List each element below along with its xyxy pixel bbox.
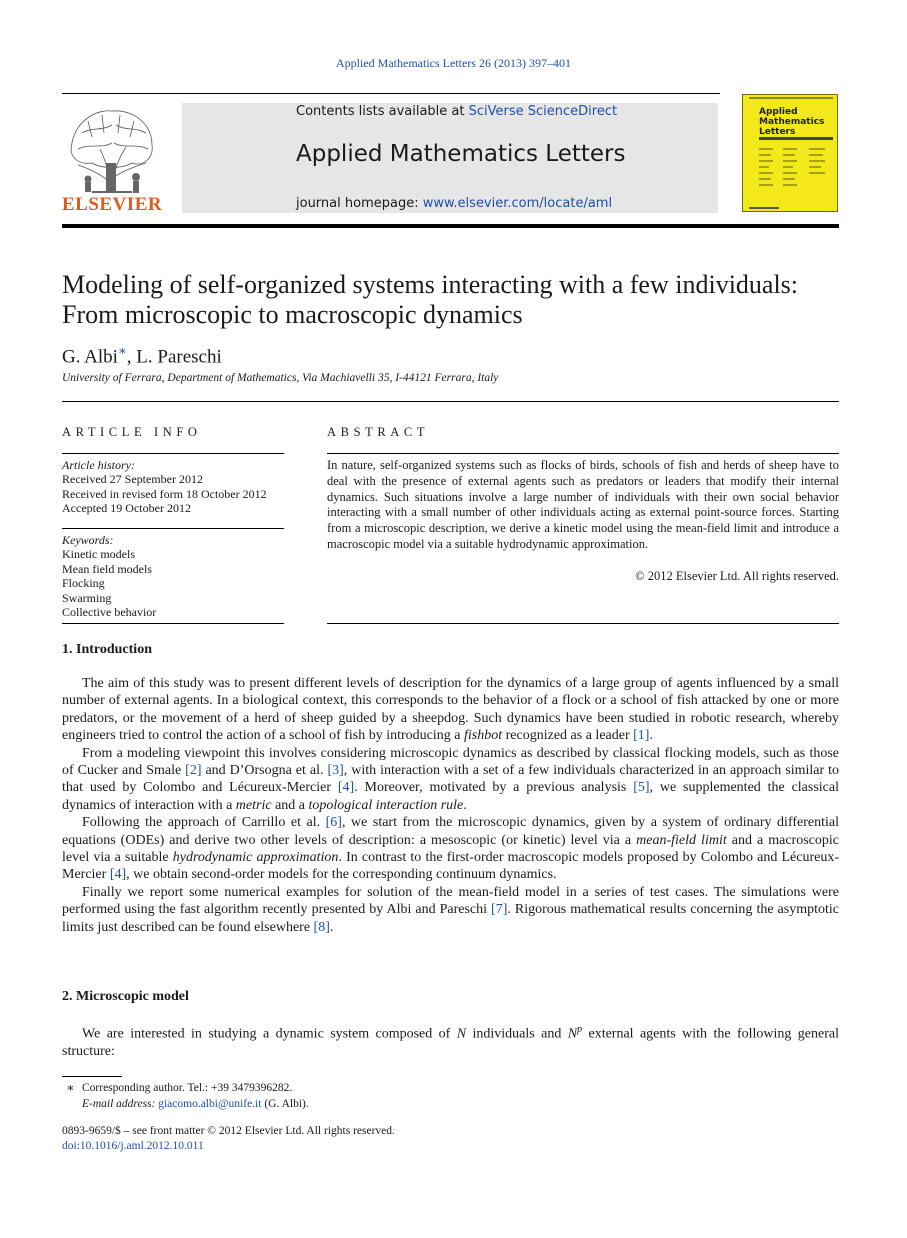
citation-link[interactable]: [2] xyxy=(185,763,202,779)
text-run: , with interaction with a set of a few individuals characterized in an approach similar to that used by Colombo and Lécureux-Mercier xyxy=(62,763,839,796)
abstract-rule-top xyxy=(327,453,839,454)
footnote-divider xyxy=(62,1076,122,1077)
history-revised: Received in revised form 18 October 2012 xyxy=(62,486,267,501)
text-run: . xyxy=(329,919,334,935)
cover-publisher-mark xyxy=(749,207,779,209)
math-n: N xyxy=(456,1026,467,1042)
text-run: We are interested in studying a dynamic system composed of xyxy=(82,1026,457,1042)
email-suffix: (G. Albi). xyxy=(261,1098,309,1110)
text-run: Following the approach of Carrillo et al. xyxy=(82,815,326,831)
introduction-body xyxy=(62,675,839,936)
text-run: , we start from the microscopic dynamics, given by a system of ordinary differential equations (ODEs) and derive two other levels of description: a mesoscopic (or kinetic) level via a xyxy=(62,815,839,848)
text-run: and D’Orsogna et al. xyxy=(201,763,328,779)
citation-link[interactable]: [1] xyxy=(633,728,650,744)
title-divider xyxy=(62,401,839,402)
history-label: Article history: xyxy=(62,458,135,472)
text-run: . xyxy=(463,797,467,813)
article-info-heading: ARTICLE INFO xyxy=(62,425,202,439)
keyword-item: Kinetic models xyxy=(62,547,135,562)
cover-contents-lines xyxy=(759,145,835,205)
affiliation: University of Ferrara, Department of Mathematics, Via Machiavelli 35, I-44121 Ferrara, Italy xyxy=(62,372,499,384)
journal-title: Applied Mathematics Letters xyxy=(296,141,626,167)
text-run: individuals and xyxy=(466,1026,568,1042)
author-separator: , xyxy=(126,346,137,368)
math-superscript-p: p xyxy=(577,1024,583,1035)
emphasis: metric xyxy=(235,797,272,813)
history-received: Received 27 September 2012 xyxy=(62,472,203,487)
keywords xyxy=(62,533,284,619)
article-history xyxy=(62,458,284,516)
article-info-rule-top xyxy=(62,453,284,454)
article-info-rule-bottom xyxy=(62,623,284,624)
section-2-heading: 2. Microscopic model xyxy=(62,989,189,1004)
text-run: , we obtain second-order models for the corresponding continuum dynamics. xyxy=(126,867,557,883)
text-run: and a macroscopic level via a suitable xyxy=(62,832,839,866)
publisher-wordmark: ELSEVIER xyxy=(62,194,163,215)
emphasis: topological interaction rule xyxy=(308,797,464,813)
text-run: . In contrast to the first-order macroscopic models proposed by Colombo and Lécureux-Mercier xyxy=(62,850,840,883)
top-divider xyxy=(62,93,720,94)
citation-link[interactable]: [3] xyxy=(327,763,344,779)
footnote-mark: ∗ xyxy=(66,1080,75,1095)
cover-title: Applied Mathematics Letters xyxy=(759,107,825,137)
abstract-heading: ABSTRACT xyxy=(327,425,430,439)
microscopic-model-body xyxy=(62,1021,839,1060)
citation-link[interactable]: [7] xyxy=(491,902,508,918)
paper-title xyxy=(62,270,842,330)
authors xyxy=(62,343,222,368)
homepage-line xyxy=(296,196,612,211)
text-run: The aim of this study was to present different levels of description for the dynamics of a large group of agents influenced by a small number of external agents. In a biological context, this corresponds to the behavior of a flock or a school of fish attacked by one or more predators, or the movement of a herd of sheep guided by a sheepdog. Such dynamics have been studied in robotic research, whereby engineers tried to control the action of a school of fish by introducing a xyxy=(62,676,839,744)
keyword-item: Swarming xyxy=(62,590,112,605)
issn-line: 0893-9659/$ – see front matter © 2012 Elsevier Ltd. All rights reserved. xyxy=(62,1125,395,1137)
text-run: Finally we report some numerical examples for solution of the mean-field model in a series of test cases. The simulations were performed using the fast algorithm recently presented by Albi and Pareschi xyxy=(62,884,839,918)
contents-prefix: Contents lists available at xyxy=(296,104,469,119)
citation-link[interactable]: [8] xyxy=(313,919,330,935)
math-np: N xyxy=(567,1026,578,1042)
abstract-copyright: © 2012 Elsevier Ltd. All rights reserved. xyxy=(635,569,839,583)
doi-link[interactable]: doi:10.1016/j.aml.2012.10.011 xyxy=(62,1140,204,1152)
corresponding-mark[interactable]: ∗ xyxy=(117,343,127,358)
text-run: recognized as a leader xyxy=(502,728,634,744)
citation-link[interactable]: [6] xyxy=(325,815,342,831)
journal-citation[interactable]: Applied Mathematics Letters 26 (2013) 397–401 xyxy=(336,56,571,70)
email-link[interactable]: giacomo.albi@unife.it xyxy=(158,1098,262,1110)
intro-paragraph-1 xyxy=(62,675,839,745)
author-pareschi: L. Pareschi xyxy=(136,346,222,368)
text-run: and a xyxy=(271,797,309,813)
citation-link[interactable]: [4] xyxy=(109,867,127,883)
keywords-label: Keywords: xyxy=(62,533,114,547)
intro-paragraph-3 xyxy=(62,814,839,884)
cover-band xyxy=(759,137,833,140)
header-thick-divider xyxy=(62,224,839,228)
emphasis: mean-field limit xyxy=(636,832,727,848)
abstract-text: In nature, self-organized systems such as flocks of birds, schools of fish and herds of sheep have to deal with the presence of external agents such as predators or leaders that modify their internal dynamics. Such situations involve a large number of individuals with their own social behavior interacting with a small number of other individuals acting as external point-source forces. Starting from a microscopic description, we derive a kinetic model using the mean-field limit and introduce a macroscopic model via a suitable hydrodynamic approximation. xyxy=(327,458,839,551)
intro-paragraph-4 xyxy=(62,884,839,936)
keyword-item: Flocking xyxy=(62,576,105,591)
sciencedirect-link[interactable]: SciVerse ScienceDirect xyxy=(468,104,618,119)
author-albi: G. Albi xyxy=(62,346,118,368)
email-label: E-mail address: xyxy=(82,1098,159,1110)
abstract-rule-bottom xyxy=(327,623,839,624)
email-note xyxy=(82,1098,309,1110)
keyword-item: Mean field models xyxy=(62,561,152,576)
text-run: , we supplemented the classical dynamics of interaction with a xyxy=(62,780,839,813)
text-run: . xyxy=(649,728,653,744)
section-1-heading: 1. Introduction xyxy=(62,642,152,657)
section-2-paragraph-1 xyxy=(62,1021,839,1060)
text-run: . Moreover, motivated by a previous analysis xyxy=(354,780,634,796)
citation-link[interactable]: [4] xyxy=(337,780,355,796)
emphasis: hydrodynamic approximation xyxy=(172,850,339,866)
title-line-1: Modeling of self-organized systems interacting with a few individuals: xyxy=(62,270,799,299)
text-run: external agents with the following general structure: xyxy=(62,1026,839,1060)
homepage-prefix: journal homepage: xyxy=(296,196,423,211)
text-run: . Rigorous mathematical results concerning the asymptotic limits just described can be found elsewhere xyxy=(62,902,839,935)
history-accepted: Accepted 19 October 2012 xyxy=(62,501,191,516)
citation-link[interactable]: [5] xyxy=(633,780,650,796)
text-run: From a modeling viewpoint this involves considering microscopic dynamics as described by classical flocking models, such as those of Cucker and Smale xyxy=(62,745,839,779)
cover-topline xyxy=(749,97,833,99)
intro-paragraph-2 xyxy=(62,745,839,815)
corresponding-author-note: Corresponding author. Tel.: +39 3479396282. xyxy=(82,1082,293,1094)
contents-line xyxy=(296,104,617,119)
journal-cover-thumbnail xyxy=(742,94,838,212)
homepage-link[interactable]: www.elsevier.com/locate/aml xyxy=(422,196,613,211)
article-info-rule-mid xyxy=(62,528,284,529)
keyword-item: Collective behavior xyxy=(62,605,157,620)
doi-line xyxy=(62,1140,204,1152)
title-line-2: From microscopic to macroscopic dynamics xyxy=(62,300,523,329)
emphasis: fishbot xyxy=(464,728,503,744)
